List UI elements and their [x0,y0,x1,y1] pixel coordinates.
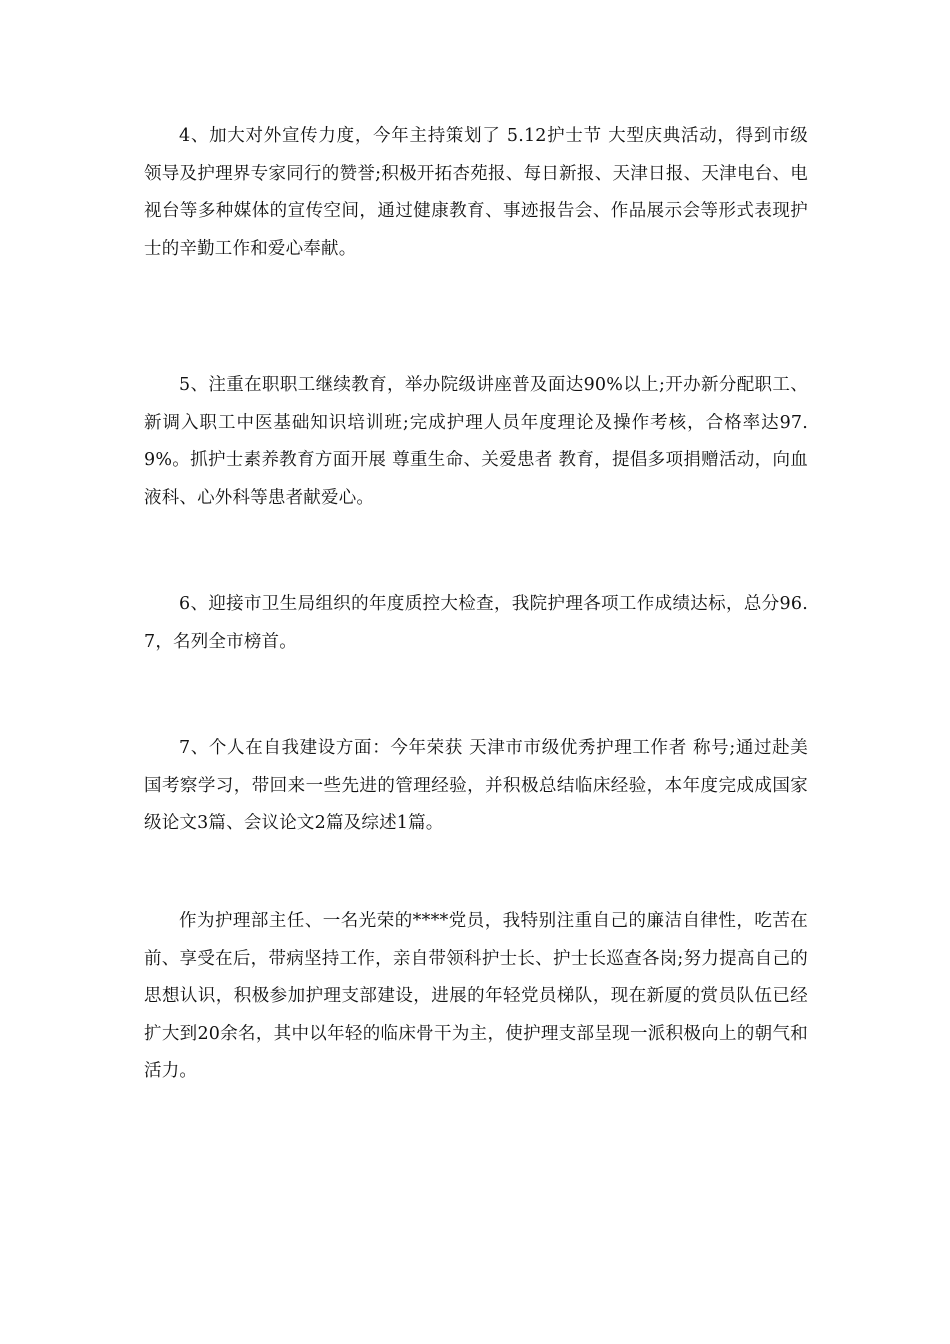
paragraph-item-4: 4、加大对外宣传力度，今年主持策划了 5.12护士节 大型庆典活动，得到市级领导及护理界专家同行的赞誉;积极开拓杏苑报、每日新报、天津日报、天津电台、电视台等多种媒体的宣传空间，通过健康教育、事迹报告会、作品展示会等形式表现护士的辛勤工作和爱心奉献。 [144,126,808,259]
paragraph-item-5: 5、注重在职职工继续教育，举办院级讲座普及面达90%以上;开办新分配职工、新调入职工中医基础知识培训班;完成护理人员年度理论及操作考核，合格率达97.9%。抓护士素养教育方面开展 尊重生命、关爱患者 教育，提倡多项捐赠活动，向血液科、心外科等患者献爱心。 [144,375,808,508]
paragraph-party-member: 作为护理部主任、一名光荣的****党员，我特别注重自己的廉洁自律性，吃苦在前、享受在后，带病坚持工作，亲自带领科护士长、护士长巡查各岗;努力提高自己的思想认识，积极参加护理支部建设，进展的年轻党员梯队，现在新厦的赏员队伍已经扩大到20余名，其中以年轻的临床骨干为主，使护理支部呈现一派积极向上的朝气和活力。 [144,911,808,1081]
paragraph-item-7: 7、个人在自我建设方面：今年荣获 天津市市级优秀护理工作者 称号;通过赴美国考察学习，带回来一些先进的管理经验，并积极总结临床经验，本年度完成成国家级论文3篇、会议论文2篇及综述1篇。 [144,738,808,833]
paragraph-item-6: 6、迎接市卫生局组织的年度质控大检查，我院护理各项工作成绩达标，总分96.7，名列全市榜首。 [144,594,808,652]
